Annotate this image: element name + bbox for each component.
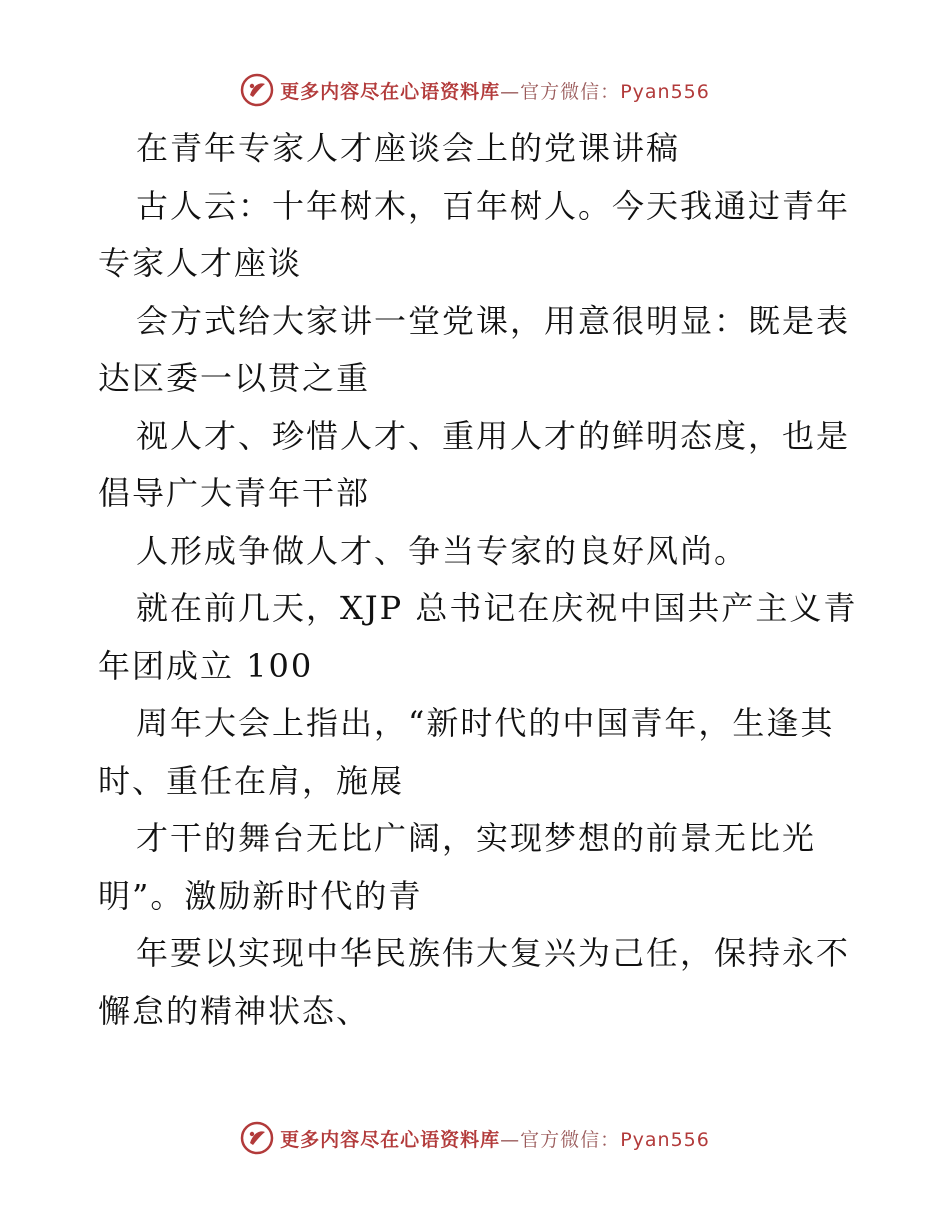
text-line: 达区委一以贯之重 [98, 359, 371, 397]
text-line: 视人才、珍惜人才、重用人才的鲜明态度，也是 [136, 416, 851, 455]
text-line: 会方式给大家讲一堂党课，用意很明显：既是表 [136, 301, 851, 340]
banner-wechat-id: Pyan556 [620, 80, 710, 103]
banner-wechat-id: Pyan556 [620, 1128, 710, 1151]
banner-dash: — [500, 80, 521, 103]
text-line: 懈怠的精神状态、 [98, 991, 371, 1030]
text-line: 年团成立 100 [98, 646, 314, 685]
logo-icon [240, 1121, 274, 1155]
footer-banner [0, 1118, 950, 1158]
banner-main-text: 更多内容尽在心语资料库 [280, 1128, 501, 1151]
text-line: 古人云：十年树木，百年树人。今天我通过青年 [136, 186, 851, 225]
text-line: 专家人才座谈 [98, 244, 303, 282]
text-line: 人形成争做人才、争当专家的良好风尚。 [136, 531, 749, 570]
header-banner [0, 70, 950, 110]
logo-icon [240, 73, 274, 107]
banner-text [280, 77, 710, 104]
banner-sub-text: 官方微信： [520, 80, 621, 103]
text-line: 就在前几天，XJP 总书记在庆祝中国共产主义青 [136, 589, 858, 627]
text-line: 倡导广大青年干部 [98, 474, 371, 512]
document-body [98, 120, 858, 1040]
text-line: 才干的舞台无比广阔，实现梦想的前景无比光 [136, 819, 817, 857]
text-line: 时、重任在肩，施展 [98, 761, 405, 800]
text-line: 周年大会上指出，“新时代的中国青年，生逢其 [136, 704, 835, 742]
banner-dash: — [500, 1128, 521, 1151]
banner-sub-text: 官方微信： [520, 1128, 621, 1151]
banner-text [280, 1125, 710, 1152]
text-line: 明”。激励新时代的青 [98, 876, 423, 915]
banner-main-text: 更多内容尽在心语资料库 [280, 80, 501, 103]
text-line: 在青年专家人才座谈会上的党课讲稿 [136, 129, 681, 167]
text-line: 年要以实现中华民族伟大复兴为己任，保持永不 [136, 934, 851, 972]
